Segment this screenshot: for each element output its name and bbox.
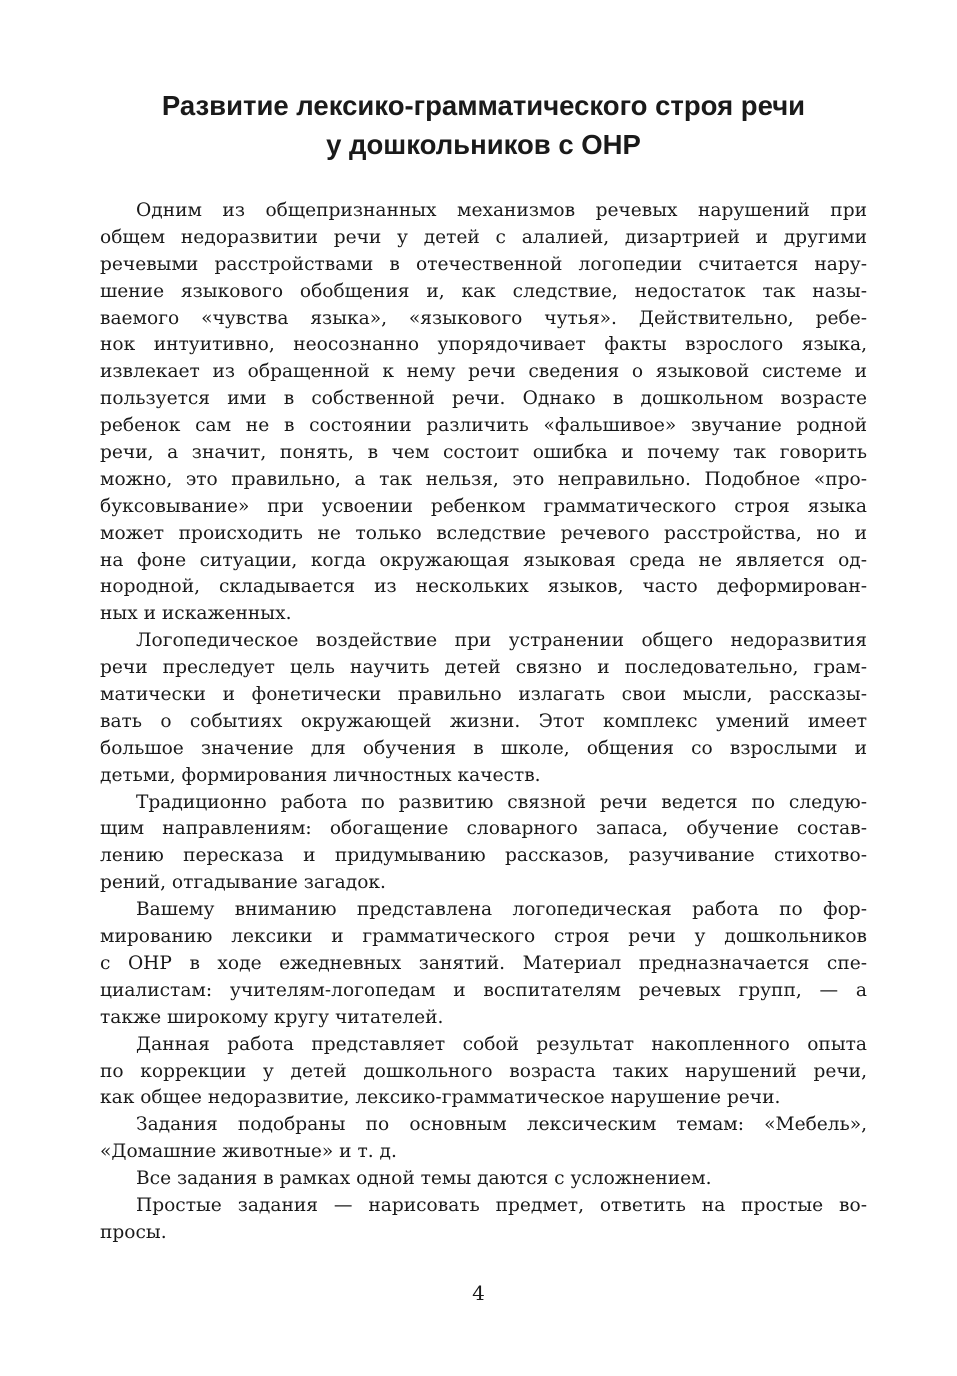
text-line: нок интуитивно, неосознанно упорядочивает факты взрослого языка, — [100, 334, 867, 356]
text-line: ваемого «чувства языка», «языкового чутья». Действительно, ребе- — [100, 307, 867, 329]
text-line: детьми, формирования личностных качеств. — [100, 764, 541, 786]
text-line: матически и фонетически правильно излагать свои мысли, рассказы- — [100, 684, 867, 706]
text-line: общем недоразвитии речи у детей с алалией, дизартрией и другими — [100, 226, 867, 248]
page-title — [100, 86, 867, 164]
text-line: Вашему вниманию представлена логопедическая работа по фор- — [136, 899, 867, 921]
text-line: Задания подобраны по основным лексическим темам: «Мебель», — [136, 1114, 867, 1136]
text-line: циалистам: учителям-логопедам и воспитателям речевых групп, — а — [100, 979, 867, 1001]
text-line: ных и искаженных. — [100, 603, 292, 625]
text-line: Все задания в рамках одной темы даются с усложнением. — [136, 1168, 712, 1190]
text-line: извлекает из обращенной к нему речи сведения о языковой системе и — [100, 361, 867, 383]
text-line: «Домашние животные» и т. д. — [100, 1141, 397, 1163]
text-line: щим направлениям: обогащение словарного запаса, обучение состав- — [100, 818, 867, 840]
text-line: лению пересказа и придумыванию рассказов, разучивание стихотво- — [100, 845, 867, 867]
page-number: 4 — [472, 1281, 485, 1305]
text-line: Традиционно работа по развитию связной речи ведется по следую- — [136, 791, 867, 813]
text-line: шение языкового обобщения и, как следствие, недостаток так назы- — [100, 280, 867, 302]
text-line: по коррекции у детей дошкольного возраста таких нарушений речи, — [100, 1060, 867, 1082]
text-line: речевыми расстройствами в отечественной логопедии считается нару- — [100, 253, 867, 275]
text-line: также широкому кругу читателей. — [100, 1006, 444, 1028]
title-line-1: Развитие лексико-грамматического строя речи — [161, 90, 806, 121]
text-line: просы. — [100, 1221, 167, 1243]
text-line: пользуется ими в собственной речи. Однако в дошкольном возрасте — [100, 388, 867, 410]
text-line: с ОНР в ходе ежедневных занятий. Материал предназначается спе- — [100, 952, 867, 974]
text-line: можно, это правильно, а так нельзя, это неправильно. Подобное «про- — [100, 468, 867, 490]
text-line: речи, а значит, понять, в чем состоит ошибка и почему так говорить — [100, 442, 867, 464]
text-line: Логопедическое воздействие при устранении общего недоразвития — [136, 630, 867, 652]
text-line: может происходить не только вследствие речевого расстройства, но и — [100, 522, 867, 544]
text-line: вать о событиях окружающей жизни. Этот комплекс умений имеет — [100, 710, 867, 732]
text-line: Одним из общепризнанных механизмов речевых нарушений при — [136, 200, 867, 221]
text-line: на фоне ситуации, когда окружающая языковая среда не является од- — [100, 549, 867, 571]
text-line: рений, отгадывание загадок. — [100, 872, 386, 894]
body-text — [100, 198, 867, 1247]
text-line: большое значение для обучения в школе, общения со взрослыми и — [100, 737, 867, 759]
text-line: буксовывание» при усвоении ребенком грамматического строя языка — [100, 495, 867, 517]
text-line: как общее недоразвитие, лексико-грамматическое нарушение речи. — [100, 1087, 781, 1109]
text-line: Данная работа представляет собой результат накопленного опыта — [136, 1033, 867, 1055]
text-line: Простые задания — нарисовать предмет, ответить на простые во- — [136, 1194, 867, 1216]
title-line-2: у дошкольников с ОНР — [326, 129, 641, 160]
text-line: нородной, складывается из нескольких языков, часто деформирован- — [100, 576, 867, 598]
text-line: речи преследует цель научить детей связно и последовательно, грам- — [100, 657, 867, 679]
text-line: мированию лексики и грамматического строя речи у дошкольников — [100, 926, 867, 948]
text-line: ребенок сам не в состоянии различить «фальшивое» звучание родной — [100, 415, 867, 437]
